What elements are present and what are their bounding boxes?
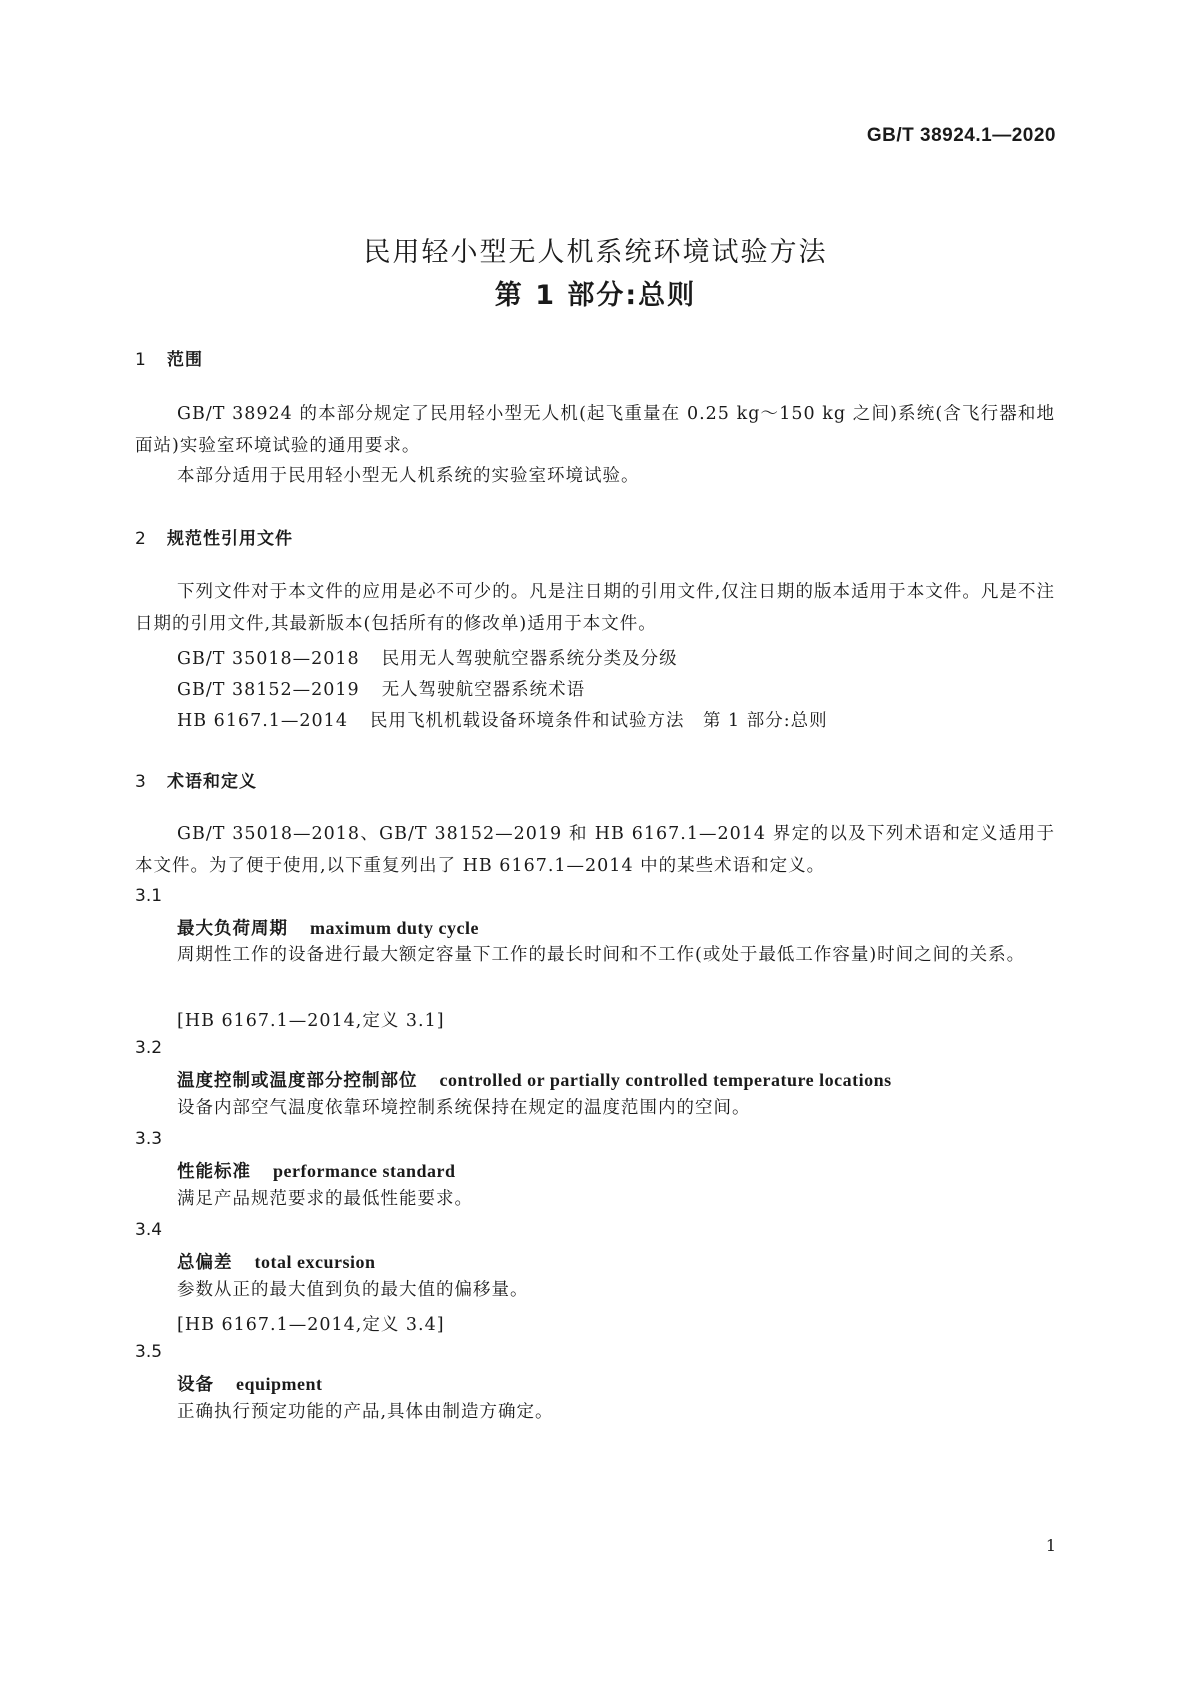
term-english: equipment (236, 1374, 323, 1394)
term-heading (177, 1067, 892, 1092)
term-heading (177, 1371, 323, 1396)
reference-title: 民用飞机机载设备环境条件和试验方法 第 1 部分:总则 (369, 711, 828, 731)
reference-item (177, 676, 585, 701)
section-title: 规范性引用文件 (167, 529, 293, 549)
term-number: 3.2 (135, 1038, 163, 1058)
term-heading (177, 1158, 455, 1183)
section-number: 1 (135, 350, 147, 370)
page-number: 1 (1045, 1536, 1056, 1555)
term-english: maximum duty cycle (310, 918, 479, 938)
section-1-heading (135, 345, 203, 370)
term-number: 3.4 (135, 1220, 163, 1240)
reference-code: GB/T 38152—2019 (177, 680, 360, 700)
reference-item (177, 707, 828, 732)
reference-code: HB 6167.1—2014 (177, 711, 348, 731)
term-number: 3.3 (135, 1129, 163, 1149)
term-english: performance standard (273, 1161, 456, 1181)
term-chinese: 设备 (177, 1375, 214, 1395)
term-definition: 参数从正的最大值到负的最大值的偏移量。 (177, 1280, 529, 1300)
scope-paragraph-1: GB/T 38924 的本部分规定了民用轻小型无人机(起飞重量在 0.25 kg～150 kg 之间)系统(含飞行器和地面站)实验室环境试验的通用要求。 (135, 404, 1055, 456)
reference-title: 无人驾驶航空器系统术语 (381, 680, 586, 700)
section-title: 术语和定义 (167, 772, 257, 792)
term-heading (177, 1249, 375, 1274)
term-source: [HB 6167.1—2014,定义 3.4] (177, 1315, 445, 1335)
term-chinese: 总偏差 (177, 1253, 233, 1273)
term-number: 3.5 (135, 1342, 163, 1362)
section-3-heading (135, 767, 257, 792)
reference-item (177, 645, 678, 670)
term-english: controlled or partially controlled temperature locations (439, 1070, 892, 1090)
section-number: 3 (135, 772, 147, 792)
document-subtitle: 第 1 部分:总则 (494, 280, 697, 311)
terms-intro-paragraph: GB/T 35018—2018、GB/T 38152—2019 和 HB 6167.1—2014 界定的以及下列术语和定义适用于本文件。为了便于使用,以下重复列出了 HB 6167.1—2014 中的某些术语和定义。 (135, 824, 1055, 876)
term-chinese: 温度控制或温度部分控制部位 (177, 1071, 418, 1091)
standard-number: GB/T 38924.1—2020 (866, 125, 1056, 146)
term-definition: 满足产品规范要求的最低性能要求。 (177, 1189, 473, 1209)
term-heading (177, 915, 479, 940)
reference-code: GB/T 35018—2018 (177, 649, 360, 669)
term-chinese: 最大负荷周期 (177, 919, 288, 939)
term-source: [HB 6167.1—2014,定义 3.1] (177, 1011, 445, 1031)
section-title: 范围 (167, 350, 203, 370)
reference-title: 民用无人驾驶航空器系统分类及分级 (381, 649, 678, 669)
references-paragraph: 下列文件对于本文件的应用是必不可少的。凡是注日期的引用文件,仅注日期的版本适用于本文件。凡是不注日期的引用文件,其最新版本(包括所有的修改单)适用于本文件。 (135, 582, 1055, 634)
section-number: 2 (135, 529, 147, 549)
scope-paragraph-2: 本部分适用于民用轻小型无人机系统的实验室环境试验。 (177, 466, 640, 486)
term-definition: 设备内部空气温度依靠环境控制系统保持在规定的温度范围内的空间。 (177, 1098, 751, 1118)
term-number: 3.1 (135, 886, 163, 906)
term-english: total excursion (254, 1252, 376, 1272)
term-definition: 周期性工作的设备进行最大额定容量下工作的最长时间和不工作(或处于最低工作容量)时间之间的关系。 (177, 945, 1026, 965)
term-chinese: 性能标准 (177, 1162, 251, 1182)
section-2-heading (135, 524, 293, 549)
document-title: 民用轻小型无人机系统环境试验方法 (363, 237, 828, 268)
term-definition: 正确执行预定功能的产品,具体由制造方确定。 (177, 1402, 554, 1422)
